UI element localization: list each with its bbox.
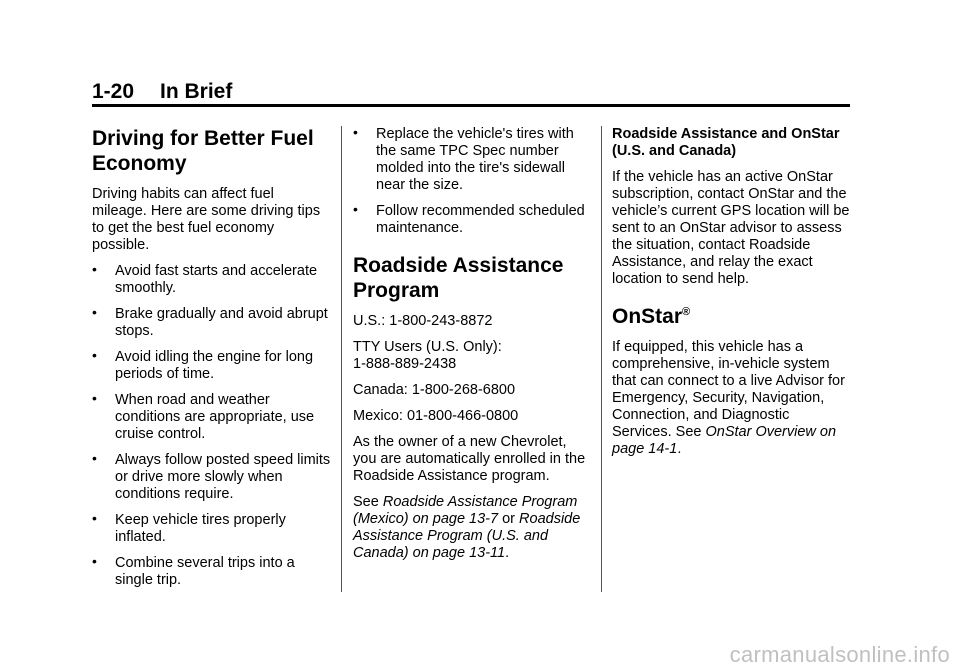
fuel-economy-intro: Driving habits can affect fuel mileage. Here are some driving tips to get the best fuel economy possible. [92, 186, 321, 253]
registered-mark: ® [682, 306, 691, 318]
list-item: • Avoid idling the engine for long periods of time. [92, 347, 314, 382]
column-1 [92, 126, 332, 598]
roadside-onstar-subheading: Roadside Assistance and OnStar (U.S. and Canada) [612, 126, 840, 159]
column-2 [353, 126, 593, 571]
bullet-icon: • [92, 347, 97, 363]
list-item: • Replace the vehicle's tires with the same TPC Spec number molded into the tire's sidewall near the size. [353, 124, 574, 193]
list-item: • Always follow posted speed limits or drive more slowly when conditions require. [92, 450, 331, 502]
cross-reference-link[interactable]: OnStar Overview on page 14-1 [612, 424, 837, 457]
column-3 [612, 126, 852, 467]
fuel-tips-list [92, 263, 332, 589]
bullet-icon: • [92, 261, 97, 277]
watermark: carmanualsonline.info [729, 642, 950, 667]
cross-reference-link[interactable]: Roadside Assistance Program (U.S. and Canada) on page 13-11 [353, 511, 581, 561]
section-title: In Brief [160, 80, 233, 103]
list-item: • Brake gradually and avoid abrupt stops. [92, 304, 328, 339]
fuel-tips-list-continued [353, 126, 593, 237]
mexico-phone: Mexico: 01-800-466-0800 [353, 408, 519, 424]
roadside-onstar-paragraph: If the vehicle has an active OnStar subscription, contact OnStar and the vehicle’s current GPS location will be sent to an OnStar advisor to assess the situation, contact Roadside Assistance, and relay the exact location to send help. [612, 169, 850, 287]
list-item: • Avoid fast starts and accelerate smoothly. [92, 261, 318, 296]
list-item: • Follow recommended scheduled maintenance. [353, 201, 585, 236]
bullet-icon: • [92, 390, 97, 406]
bullet-icon: • [353, 124, 358, 140]
bullet-icon: • [92, 450, 97, 466]
tty-phone: TTY Users (U.S. Only): 1-888-889-2438 [353, 339, 502, 372]
column-divider-1 [341, 126, 342, 592]
roadside-heading: Roadside Assistance Program [353, 254, 564, 302]
fuel-economy-heading: Driving for Better Fuel Economy [92, 127, 314, 175]
canada-phone: Canada: 1-800-268-6800 [353, 382, 516, 398]
owner-paragraph: As the owner of a new Chevrolet, you are automatically enrolled in the Roadside Assistance program. [353, 434, 586, 484]
see-references: See Roadside Assistance Program (Mexico) on page 13-7 or Roadside Assistance Program (U.S. and Canada) on page 13-11. [353, 494, 581, 561]
bullet-icon: • [92, 510, 97, 526]
list-item: • Combine several trips into a single trip. [92, 553, 295, 588]
cross-reference-link[interactable]: Roadside Assistance Program (Mexico) on page 13-7 [353, 494, 578, 527]
column-divider-2 [601, 126, 602, 592]
list-item: • Keep vehicle tires properly inflated. [92, 510, 286, 545]
us-phone: U.S.: 1-800-243-8872 [353, 313, 493, 329]
page-header [92, 80, 850, 107]
onstar-paragraph: If equipped, this vehicle has a comprehensive, in-vehicle system that can connect to a live Advisor for Emergency, Security, Navigation, Connection, and Diagnostic Services. See OnStar Overview on page 14-1. [612, 339, 845, 457]
page-number: 1-20 [92, 80, 135, 103]
bullet-icon: • [92, 304, 97, 320]
bullet-icon: • [353, 201, 358, 217]
bullet-icon: • [92, 553, 97, 569]
list-item: • When road and weather conditions are appropriate, use cruise control. [92, 390, 315, 442]
onstar-heading: OnStar® [612, 305, 691, 328]
